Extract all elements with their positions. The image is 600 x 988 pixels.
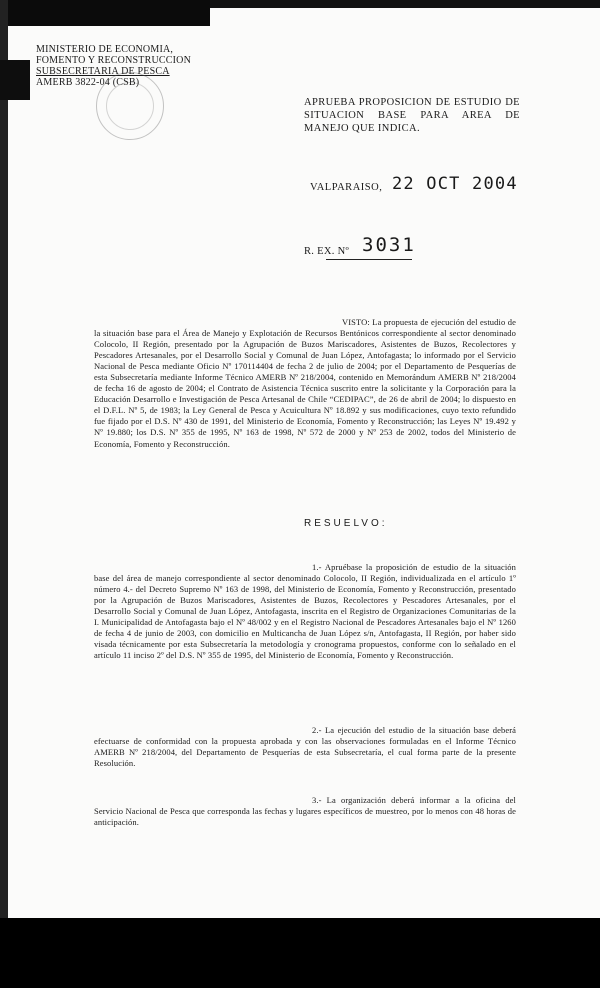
date-stamp: 22 OCT 2004	[392, 174, 518, 194]
resolution-number	[304, 234, 504, 262]
article-3: 3.- La organización deberá informar a la oficina del Servicio Nacional de Pesca que corresponda las fechas y lugares específicos de muestreo, por lo menos con 48 horas de anticipación.	[94, 794, 516, 827]
place-date-line	[310, 174, 550, 198]
seal-inner-ring	[106, 82, 154, 130]
article-2: 2.- La ejecución del estudio de la situación base deberá efectuarse de conformidad con la propuesta aprobada y con las observaciones formuladas en el Informe Técnico AMERB Nº 218/2004, del Departamento de Pesquerías de esta Subsecretaría, el cual forma parte de la presente Resolución.	[94, 724, 516, 768]
place-label: VALPARAISO,	[310, 182, 383, 193]
official-seal-stamp-icon	[96, 72, 164, 140]
resuelvo-heading: RESUELVO:	[304, 518, 388, 529]
scan-edge-left	[0, 0, 8, 918]
visto-paragraph: VISTO: La propuesta de ejecución del estudio de la situación base para el Área de Manejo y Explotación de Recursos Bentónicos correspondiente al sector denominado Colocolo, II Región, presentado por la Agrupación de Buzos Mariscadores, Asistentes de Buzos, Recolectores y Pescadores Artesanales, por el Desarrollo Social y Comunal de Juan López, Antofagasta; lo informado por el Servicio Nacional de Pesca mediante Oficio Nº 170114404 de fecha 2 de julio de 2004; por el Departamento de Pesquerías de esta Subsecretaría mediante Informe Técnico AMERB Nº 218/2004, contenido en Memorándum AMERB Nº 218/2004 de fecha 16 de agosto de 2004; el Contrato de Asistencia Técnica suscrito entre la solicitante y la Corporación para la Educación Desarrollo e Investigación de Pesca Artesanal de Chile “CEDIPAC”, de 26 de abril de 2004; lo dispuesto en el D.F.L. Nº 5, de 1983; la Ley General de Pesca y Acuicultura Nº 18.892 y sus modificaciones, cuyo texto refundido fue fijado por el D.S. Nº 430 de 1991, del Ministerio de Economía, Fomento y Reconstrucción; las Leyes Nº 19.492 y Nº 19.880; los D.S. Nº 355 de 1995, Nº 163 de 1998, Nº 572 de 2000 y Nº 253 de 2002, todos del Ministerio de Economía, Fomento y Reconstrucción.	[94, 316, 516, 449]
header-line-amerb: AMERB 3822-04 (CSB)	[36, 77, 140, 88]
article-1: 1.- Apruébase la proposición de estudio de la situación base del área de manejo correspondiente al sector denominado Colocolo, II Región, individualizada en el artículo 1º número 4.- del Decreto Supremo Nº 163 de 1998, del Ministerio de Economía, Fomento y Reconstrucción, presentado por la Agrupación de Buzos Mariscadores, Asistentes de Buzos, Recolectores y Pescadores Artesanales, por el Desarrollo Social y Comunal de Juan López, Antofagasta, inscrita en el Registro de Organizaciones Comunitarias de la I. Municipalidad de Antofagasta bajo el Nº 48/002 y en el Registro Nacional de Pescadores Artesanales bajo el Nº 1260 de fecha 4 de junio de 2003, con domicilio en Multicancha de Juan López s/n, Antofagasta, II Región, por haber sido visada técnicamente por esta Subsecretaría la metodología y cronograma propuestos, conforme con lo señalado en el artículo 11 inciso 2º del D.S. Nº 355 de 1995, del Ministerio de Economía, Fomento y Reconstrucción.	[94, 561, 516, 661]
resolution-number-value: 3031	[362, 234, 416, 256]
scan-edge-corner	[0, 0, 210, 26]
resolution-label: R. EX. Nº	[304, 246, 350, 257]
header-line-subsecretaria: SUBSECRETARIA DE PESCA	[36, 66, 170, 77]
resolution-underline	[326, 259, 412, 260]
scan-shadow-left	[0, 60, 30, 100]
header-line-ministry: MINISTERIO DE ECONOMIA,	[36, 44, 174, 55]
resolution-subject: APRUEBA PROPOSICION DE ESTUDIO DE SITUACION BASE PARA AREA DE MANEJO QUE INDICA.	[304, 97, 520, 134]
header-line-fomento: FOMENTO Y RECONSTRUCCION	[36, 55, 192, 66]
scan-bottom-band	[0, 918, 600, 988]
